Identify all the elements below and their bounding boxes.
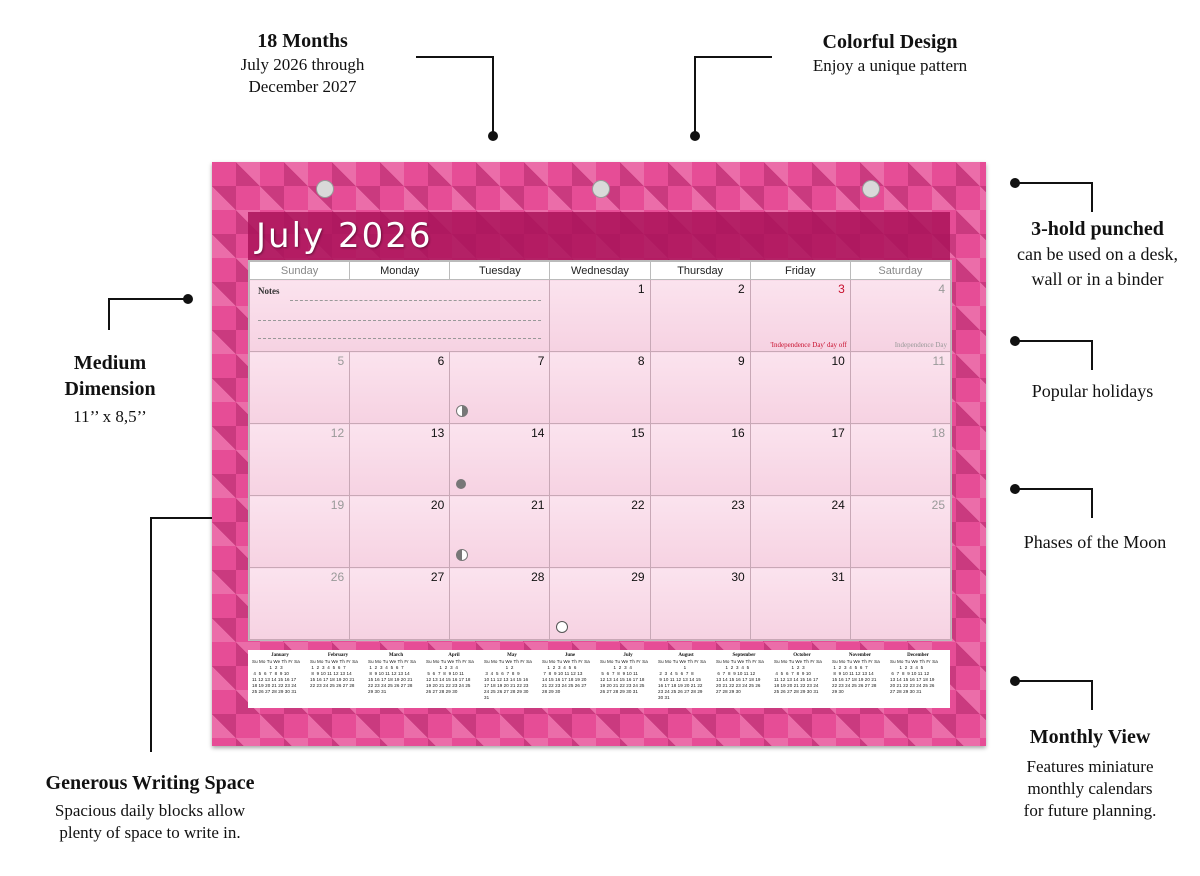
day-cell[interactable] xyxy=(450,568,550,640)
day-cell[interactable] xyxy=(750,424,850,496)
day-number: 28 xyxy=(531,570,545,584)
day-cell[interactable] xyxy=(250,352,350,424)
notes-cell[interactable] xyxy=(250,280,550,352)
day-number: 12 xyxy=(330,426,345,440)
day-cell[interactable] xyxy=(750,568,850,640)
day-cell[interactable] xyxy=(350,424,450,496)
connector-line xyxy=(416,56,494,58)
annotation-subtext: Phases of the Moon xyxy=(1023,532,1167,552)
day-cell[interactable] xyxy=(650,568,750,640)
mini-month-name: September xyxy=(732,653,756,658)
day-cell[interactable] xyxy=(250,424,350,496)
mini-calendar xyxy=(774,652,830,695)
day-cell[interactable] xyxy=(550,496,650,568)
annotation-medium-dimension xyxy=(40,350,180,428)
mini-month-days: Su Mo Tu We Th Fr Sa 1 2 3 4 5 6 7 8 9 10 11 12 13 14 15 16 17 18 19 20 21 22 23 24 25 26 27 28 29 30 31 xyxy=(774,659,822,694)
mini-calendar xyxy=(716,652,772,695)
day-cell[interactable] xyxy=(850,352,950,424)
day-number: 29 xyxy=(631,570,645,584)
notes-line xyxy=(258,320,541,321)
day-number: 22 xyxy=(631,498,645,512)
mini-month-name: November xyxy=(848,653,872,658)
day-cell[interactable] xyxy=(650,280,750,352)
day-number: 15 xyxy=(631,426,645,440)
day-number: 3 xyxy=(838,282,845,296)
day-cell[interactable] xyxy=(750,496,850,568)
day-cell[interactable] xyxy=(750,280,850,352)
mini-calendar xyxy=(600,652,656,695)
day-cell[interactable] xyxy=(550,352,650,424)
mini-calendar xyxy=(426,652,482,695)
notes-label: Notes xyxy=(258,286,280,296)
annotation-subtext: can be used on a desk, wall or in a binder xyxy=(1017,244,1178,289)
day-cell[interactable] xyxy=(650,496,750,568)
day-cell[interactable] xyxy=(250,568,350,640)
connector-line xyxy=(492,56,494,134)
notes-line xyxy=(290,300,541,301)
annotation-heading: Colorful Design xyxy=(822,31,958,53)
annotation-writing-space xyxy=(20,770,280,844)
punch-hole xyxy=(862,180,880,198)
day-number: 5 xyxy=(337,354,345,368)
mini-month-days: Su Mo Tu We Th Fr Sa 1 2 3 4 5 6 7 8 9 10 11 12 13 14 15 16 17 18 19 20 21 22 23 24 25 26 27 28 29 30 31 xyxy=(484,659,532,700)
day-cell[interactable] xyxy=(450,496,550,568)
mini-month-name: June xyxy=(564,653,576,658)
day-number: 21 xyxy=(531,498,545,512)
mini-month-days: Su Mo Tu We Th Fr Sa 1 2 3 4 5 6 7 8 9 10 11 12 13 14 15 16 17 18 19 20 21 22 23 24 25 26 27 28 29 30 xyxy=(716,659,764,694)
day-cell[interactable] xyxy=(650,424,750,496)
connector-line xyxy=(694,56,772,58)
connector-line xyxy=(1014,340,1093,342)
day-number: 24 xyxy=(831,498,845,512)
mini-month-name: August xyxy=(678,653,694,658)
day-number: 2 xyxy=(738,282,745,296)
connector-line xyxy=(108,298,110,330)
day-number: 14 xyxy=(531,426,545,440)
connector-line xyxy=(1091,680,1093,710)
annotation-subtext: Enjoy a unique pattern xyxy=(812,56,968,75)
annotation-subtext: July 2026 through December 2027 xyxy=(240,55,365,96)
annotation-heading: Monthly View xyxy=(1029,726,1151,748)
day-cell[interactable] xyxy=(650,352,750,424)
mini-month-name: January xyxy=(271,653,289,658)
weekday-header: Wednesday xyxy=(550,262,650,280)
day-number: 17 xyxy=(831,426,845,440)
day-number: 25 xyxy=(931,498,945,512)
mini-month-name: May xyxy=(507,653,517,658)
day-cell[interactable] xyxy=(450,424,550,496)
month-title: July 2026 xyxy=(256,216,433,256)
mini-calendar xyxy=(658,652,714,701)
annotation-monthly-view xyxy=(995,724,1185,822)
day-cell[interactable] xyxy=(450,352,550,424)
last-quarter-moon-icon xyxy=(456,549,468,561)
day-cell[interactable] xyxy=(750,352,850,424)
holiday-label: 'Independence Day' day off xyxy=(770,341,847,349)
day-cell[interactable] xyxy=(550,424,650,496)
day-number: 6 xyxy=(437,354,445,368)
day-cell[interactable] xyxy=(350,568,450,640)
first-quarter-moon-icon xyxy=(456,405,468,417)
mini-month-days: Su Mo Tu We Th Fr Sa 1 2 3 4 5 6 7 8 9 10 11 12 13 14 15 16 17 18 19 20 21 22 23 24 25 26 27 28 29 30 31 xyxy=(368,659,416,694)
weekday-header: Thursday xyxy=(650,262,750,280)
mini-month-days: Su Mo Tu We Th Fr Sa 1 2 3 4 5 6 7 8 9 10 11 12 13 14 15 16 17 18 19 20 21 22 23 24 25 26 27 28 xyxy=(310,659,358,688)
day-number: 30 xyxy=(731,570,745,584)
day-number: 18 xyxy=(931,426,945,440)
day-cell[interactable] xyxy=(850,280,950,352)
day-number: 8 xyxy=(637,354,645,368)
connector-line xyxy=(1091,488,1093,518)
mini-calendar xyxy=(252,652,308,695)
notes-line xyxy=(258,338,541,339)
day-number: 31 xyxy=(831,570,845,584)
mini-calendar xyxy=(368,652,424,695)
annotation-3-hole xyxy=(995,216,1200,292)
annotation-heading: 3-hold punched xyxy=(1031,218,1164,240)
day-cell[interactable] xyxy=(250,496,350,568)
connector-dot xyxy=(488,131,498,141)
day-number: 16 xyxy=(731,426,745,440)
day-number: 23 xyxy=(731,498,745,512)
annotation-subtext: Spacious daily blocks allow plenty of space to write in. xyxy=(54,801,246,842)
mini-month-name: October xyxy=(793,653,811,658)
weekday-header: Tuesday xyxy=(450,262,550,280)
calendar-page xyxy=(212,162,986,746)
mini-month-name: February xyxy=(327,653,349,658)
connector-line xyxy=(1014,680,1093,682)
day-cell[interactable] xyxy=(850,496,950,568)
connector-line xyxy=(1091,340,1093,370)
mini-month-name: December xyxy=(907,653,929,658)
weekday-header: Monday xyxy=(350,262,450,280)
day-number: 20 xyxy=(430,498,445,512)
annotation-18-months xyxy=(215,28,390,98)
mini-calendar xyxy=(484,652,540,701)
connector-line xyxy=(108,298,187,300)
mini-month-days: Su Mo Tu We Th Fr Sa 1 2 3 4 5 6 7 8 9 10 11 12 13 14 15 16 17 18 19 20 21 22 23 24 25 26 27 28 29 30 xyxy=(542,659,590,694)
day-number: 11 xyxy=(932,354,945,368)
full-moon-icon xyxy=(556,621,568,633)
day-cell[interactable] xyxy=(850,424,950,496)
weekday-header: Sunday xyxy=(250,262,350,280)
annotation-moon-phases xyxy=(1000,531,1190,553)
connector-dot xyxy=(690,131,700,141)
day-cell[interactable] xyxy=(350,496,450,568)
day-number: 26 xyxy=(330,570,345,584)
punch-hole xyxy=(316,180,334,198)
day-number: 10 xyxy=(831,354,845,368)
mini-month-name: April xyxy=(448,653,460,658)
day-cell[interactable] xyxy=(350,352,450,424)
day-number: 27 xyxy=(430,570,445,584)
weekday-header: Friday xyxy=(750,262,850,280)
punch-hole xyxy=(592,180,610,198)
annotation-subtext: Features miniature monthly calendars for future planning. xyxy=(1023,757,1157,820)
connector-line xyxy=(1014,182,1093,184)
day-cell[interactable] xyxy=(550,568,650,640)
annotation-subtext: 11’’ x 8,5’’ xyxy=(73,407,147,426)
mini-month-days: Su Mo Tu We Th Fr Sa 1 2 3 4 5 6 7 8 9 10 11 12 13 14 15 16 17 18 19 20 21 22 23 24 25 26 27 28 29 30 xyxy=(832,659,880,694)
annotation-holidays xyxy=(1000,380,1185,402)
connector-line xyxy=(150,517,152,752)
mini-month-days: Su Mo Tu We Th Fr Sa 1 2 3 4 5 6 7 8 9 10 11 12 13 14 15 16 17 18 19 20 21 22 23 24 25 26 27 28 29 30 31 xyxy=(600,659,648,694)
mini-calendar xyxy=(542,652,598,695)
annotation-heading: 18 Months xyxy=(257,30,348,52)
day-cell[interactable] xyxy=(850,568,950,640)
mini-month-days: Su Mo Tu We Th Fr Sa 1 2 3 4 5 6 7 8 9 10 11 12 13 14 15 16 17 18 19 20 21 22 23 24 25 26 27 28 29 30 xyxy=(426,659,474,694)
annotation-heading: Medium Dimension xyxy=(64,352,156,400)
day-number: 4 xyxy=(938,282,945,296)
annotation-heading: Generous Writing Space xyxy=(45,772,255,794)
mini-calendar-strip xyxy=(248,650,950,708)
day-number: 1 xyxy=(637,282,645,296)
day-cell[interactable] xyxy=(550,280,650,352)
connector-line xyxy=(694,56,696,134)
month-grid xyxy=(248,260,952,641)
mini-calendar xyxy=(890,652,946,695)
new-moon-icon xyxy=(456,479,466,489)
mini-month-name: March xyxy=(388,653,404,658)
mini-calendar xyxy=(310,652,366,689)
annotation-subtext: Popular holidays xyxy=(1031,381,1154,401)
mini-month-days: Su Mo Tu We Th Fr Sa 1 2 3 4 5 6 7 8 9 10 11 12 13 14 15 16 17 18 19 20 21 22 23 24 25 26 27 28 29 30 31 xyxy=(658,659,706,700)
connector-line xyxy=(1014,488,1093,490)
mini-calendar xyxy=(832,652,888,695)
weekday-header: Saturday xyxy=(850,262,950,280)
connector-line xyxy=(1091,182,1093,212)
day-number: 13 xyxy=(430,426,445,440)
annotation-colorful-design xyxy=(790,29,990,77)
mini-month-days: Su Mo Tu We Th Fr Sa 1 2 3 4 5 6 7 8 9 10 11 12 13 14 15 16 17 18 19 20 21 22 23 24 25 26 27 28 29 30 31 xyxy=(890,659,938,694)
day-number: 7 xyxy=(537,354,545,368)
mini-month-days: Su Mo Tu We Th Fr Sa 1 2 3 4 5 6 7 8 9 10 11 12 13 14 15 16 17 18 19 20 21 22 23 24 25 26 27 28 29 30 31 xyxy=(252,659,300,694)
mini-month-name: July xyxy=(623,653,633,658)
holiday-label: Independence Day xyxy=(894,341,947,349)
day-number: 9 xyxy=(738,354,745,368)
day-number: 19 xyxy=(330,498,345,512)
